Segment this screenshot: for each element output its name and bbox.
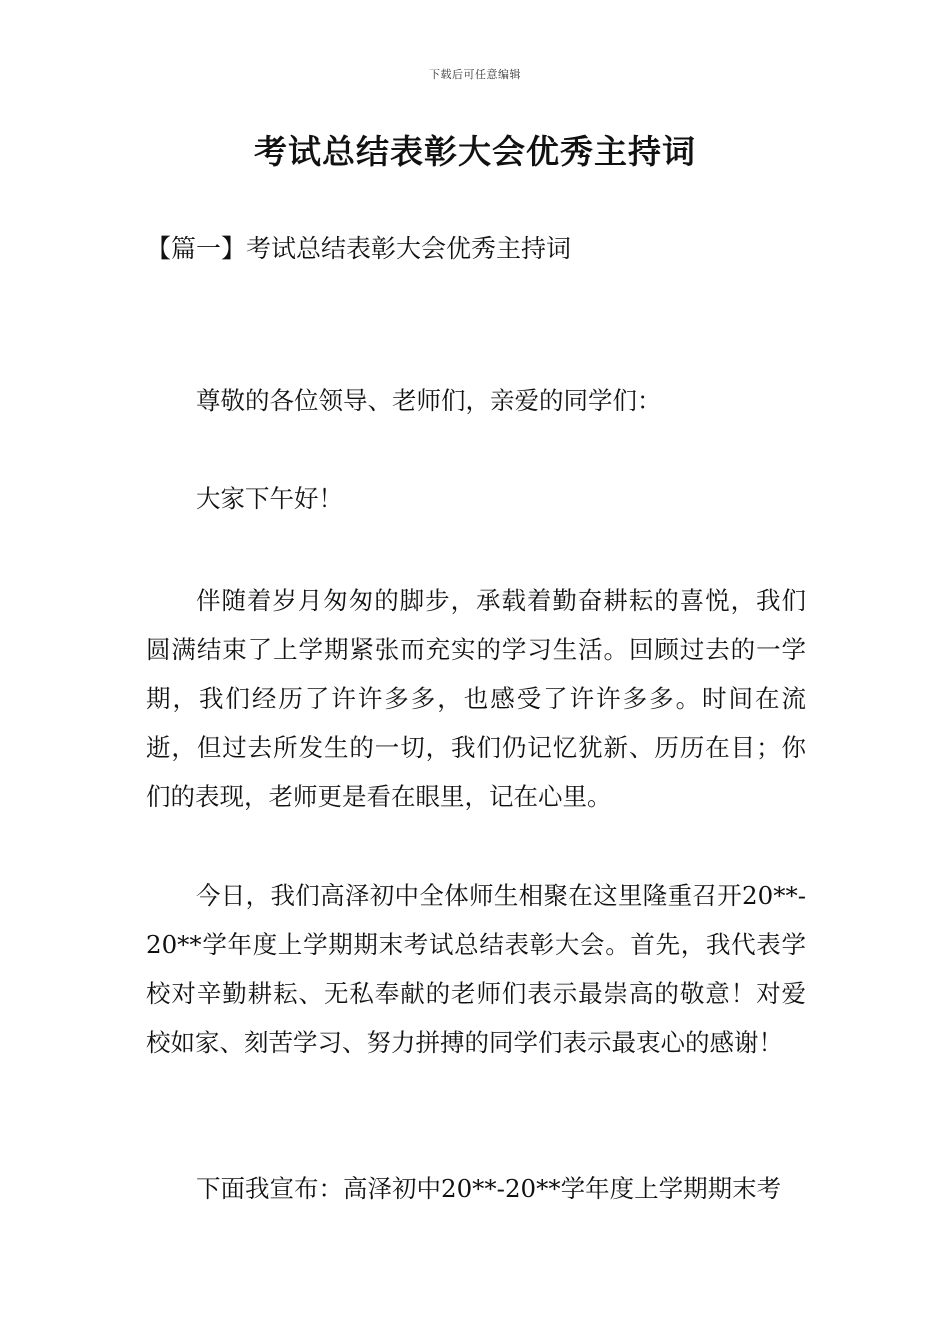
paragraph-1: 伴随着岁月匆匆的脚步，承载着勤奋耕耘的喜悦，我们圆满结束了上学期紧张而充实的学习生活。回顾过去的一学期，我们经历了许许多多，也感受了许许多多。时间在流逝，但过去所发生的一切，我们仍记忆犹新、历历在目；你们的表现，老师更是看在眼里，记在心里。 (146, 586, 806, 811)
greeting: 大家下午好！ (196, 484, 343, 513)
paragraph-2: 今日，我们高泽初中全体师生相聚在这里隆重召开20**-20**学年度上学期期末考试总结表彰大会。首先，我代表学校对辛勤耕耘、无私奉献的老师们表示最崇高的敬意！对爱校如家、刻苦学习、努力拼搏的同学们表示最衷心的感谢！ (146, 881, 806, 1057)
paragraph-3: 下面我宣布：高泽初中20**-20**学年度上学期期末考 (196, 1174, 782, 1203)
salutation: 尊敬的各位领导、老师们，亲爱的同学们： (196, 386, 662, 415)
header-note: 下载后可任意编辑 (429, 68, 521, 81)
document-title: 考试总结表彰大会优秀主持词 (254, 132, 696, 171)
section-heading: 【篇一】考试总结表彰大会优秀主持词 (146, 234, 572, 263)
